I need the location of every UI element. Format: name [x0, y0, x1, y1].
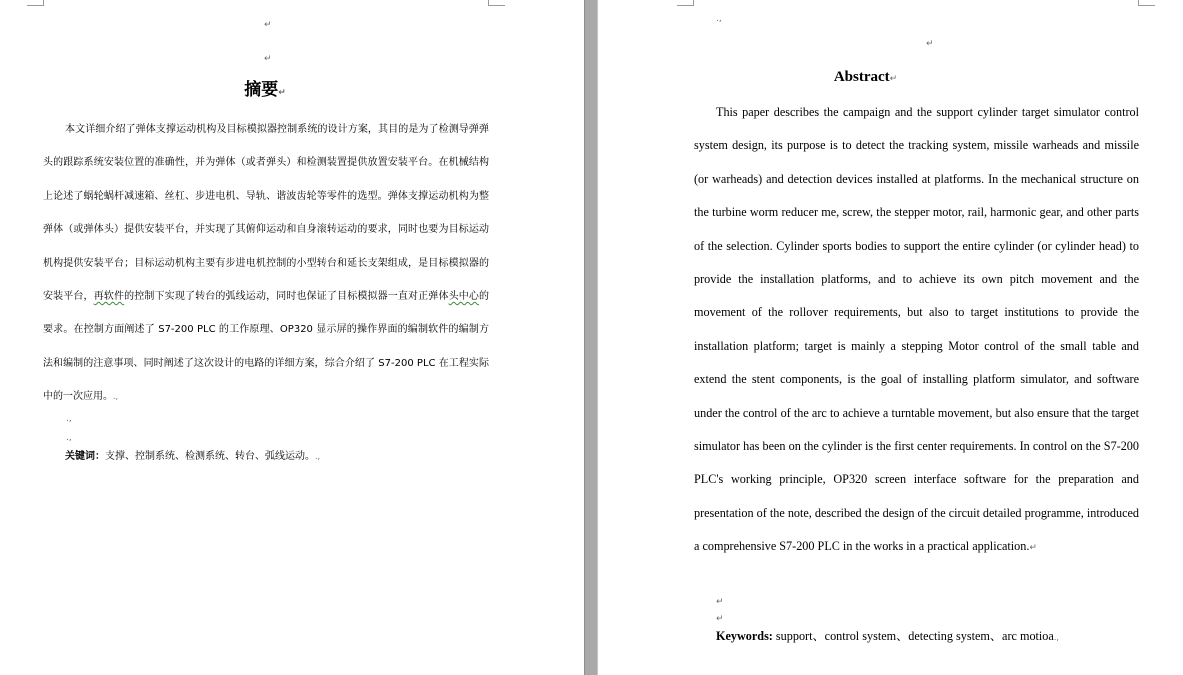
margin-corner-mark — [1138, 0, 1155, 6]
chinese-keywords — [65, 450, 320, 464]
paragraph-mark: ., — [315, 452, 321, 461]
english-abstract-title — [598, 67, 1133, 89]
margin-corner-mark — [677, 0, 694, 6]
english-keywords-text: support、control system、detecting system、arc motioa — [772, 629, 1054, 643]
chinese-abstract-title-text: 摘要 — [244, 80, 279, 100]
chinese-abstract-body-text: 本文详细介绍了弹体支撑运动机构及目标模拟器控制系统的设计方案，其目的是为了检测导弹弹头的跟踪系统安装位置的准确性，并为弹体（或者弹头）和检测装置提供放置安装平台。在机械结构上论述了蜗轮蜗杆减速箱、丝杠、步进电机、导轨、谐波齿轮等零件的选型。弹体支撑运动机构为整弹体（或弹体头）提供安装平台，并实现了其俯仰运动和自身滚转运动的要求，同时也要为目标运动机构提供安装平台；目标运动机构主要有步进电机控制的小型转台和延长支架组成，是目标模拟器的安装平台， — [43, 124, 489, 303]
paragraph-mark: ↵ — [1029, 543, 1037, 554]
paragraph-mark: ., — [113, 392, 119, 402]
paragraph-mark: ↵ — [716, 597, 724, 607]
paragraph-mark: ↵ — [716, 614, 724, 624]
chinese-abstract-body-text: 的要求。在控制方面阐述了 S7-200 PLC 的工作原理、OP320 显示屏的操作界面的编制软件的编制方法和编制的注意事项、同时阐述了这次设计的电路的详细方案，综合介绍了 S7-200 PLC 在工程实际中的一次应用。 — [43, 291, 490, 403]
chinese-keywords-text: 支撑、控制系统、检测系统、转台、弧线运动。 — [105, 451, 315, 462]
margin-corner-mark — [488, 0, 505, 6]
english-abstract-body-text: This paper describes the campaign and the support cylinder target simulator control system design, its purpose is to detect the tracking system, missile warheads and missile (or warheads) and detection devices installed at platforms. In the mechanical structure on the turbine worm reducer me, screw, the stepper motor, rail, harmonic gear, and other parts of the selection. Cylinder sports bodies to support the entire cylinder (or cylinder head) to provide the installation platforms, and to achieve its own pitch movement and the movement of the rollover requirements, but also to target institutions to provide the installation platform; target is mainly a stepping Motor control of the small table and extend the stent components, is the goal of installing platform simulator, and software under the control of the arc to achieve a turntable movement, but also ensure that the target simulator has been on the cylinder is the first center requirements. In control on the S7-200 PLC's working principle, OP320 screen interface software for the preparation and presentation of the note, described the design of the circuit detailed programme, introduced a comprehensive S7-200 PLC in the works in a practical application. — [694, 105, 1139, 554]
english-keywords — [716, 628, 1059, 646]
english-keywords-label: Keywords: — [716, 629, 773, 643]
paragraph-mark: ↵ — [889, 74, 898, 84]
chinese-abstract-body-text: 的控制下实现了转台的弧线运动，同时也保证了目标模拟器一直对正弹体 — [124, 291, 449, 303]
page-separator — [584, 0, 598, 675]
paragraph-mark: ↵ — [926, 39, 934, 49]
paragraph-mark: ., — [1053, 633, 1059, 642]
empty-paragraph-mark: ., — [66, 414, 72, 424]
empty-paragraph-mark: ., — [716, 14, 722, 24]
english-abstract-body[interactable] — [694, 96, 1139, 566]
paragraph-mark: ↵ — [264, 54, 272, 64]
margin-corner-mark — [27, 0, 44, 6]
paragraph-mark: ↵ — [278, 88, 286, 98]
spellcheck-underlined-word: 头中心 — [448, 291, 480, 303]
paragraph-mark: ↵ — [264, 20, 272, 30]
chinese-abstract-title — [0, 80, 530, 100]
empty-paragraph-mark: ., — [66, 433, 72, 443]
chinese-keywords-label: 关键词： — [65, 451, 105, 462]
english-abstract-title-text: Abstract — [833, 69, 890, 85]
chinese-abstract-body[interactable] — [43, 113, 489, 414]
spellcheck-underlined-word: 再软件 — [93, 291, 125, 303]
